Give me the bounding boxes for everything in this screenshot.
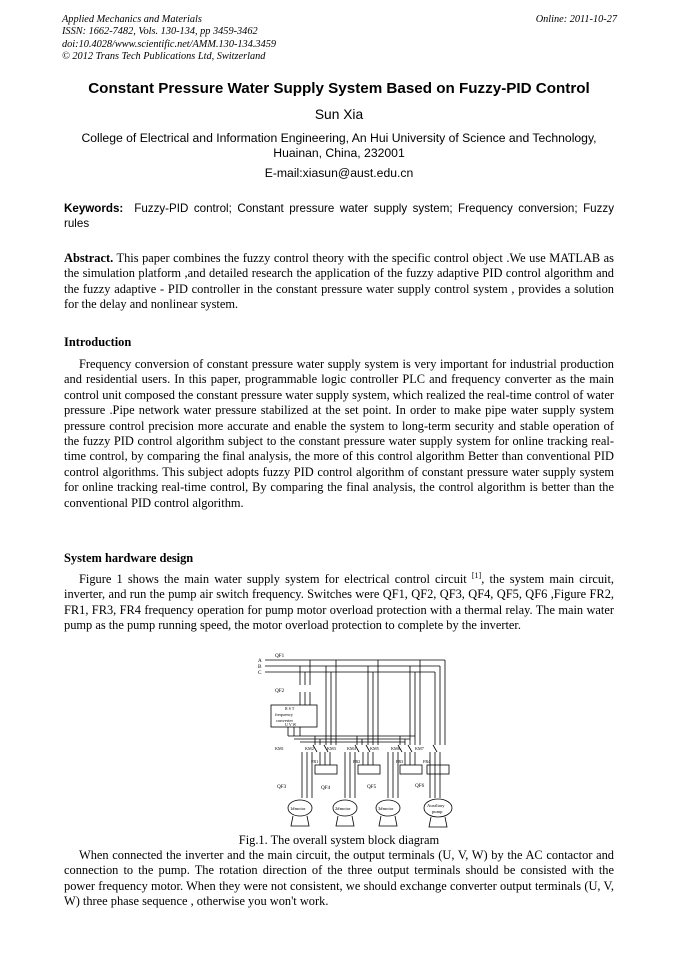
issn-line: ISSN: 1662-7482, Vols. 130-134, pp 3459-3462 (62, 26, 258, 38)
abstract-label: Abstract. (64, 251, 114, 265)
label-inverter-line2: converter (276, 718, 293, 723)
label-fr2: FR2 (353, 759, 361, 764)
label-fr1: FR1 (311, 759, 319, 764)
abstract-text: This paper combines the fuzzy control theory with the specific control object .We use MATLAB as the simulation platform ,and detailed research the application of the fuzzy adaptive PID control algorithm and the fuzzy adaptive - PID controller in the constant pressure water supply control system , provides a solution for the delay and nonlinear system. (64, 251, 615, 312)
label-fr4: FR4 (423, 759, 431, 764)
label-km1: KM1 (275, 746, 284, 751)
label-qf6: QF6 (415, 783, 425, 789)
hardware-paragraph (64, 572, 614, 634)
hardware-text-a: Figure 1 shows the main water supply system for electrical control circuit (79, 572, 472, 586)
abstract (64, 251, 614, 313)
label-motor1: 1#motor (290, 806, 306, 811)
label-qf1: QF1 (275, 653, 285, 659)
label-km6: KM6 (391, 746, 400, 751)
label-qf4: QF4 (321, 785, 331, 791)
keywords (64, 201, 614, 231)
label-qf2: QF2 (275, 688, 285, 694)
label-km7: KM7 (415, 746, 424, 751)
label-fr3: FR3 (396, 759, 404, 764)
author-email[interactable]: E-mail:xiasun@aust.edu.cn (264, 166, 414, 180)
label-motor2: 2#motor (335, 806, 351, 811)
citation-ref[interactable]: [1] (471, 571, 482, 580)
system-circuit-diagram (255, 650, 460, 830)
label-phase-a: A (258, 658, 262, 664)
hardware-heading: System hardware design (64, 551, 194, 565)
label-qf3: QF3 (277, 784, 287, 790)
label-km4: KM4 (347, 746, 356, 751)
label-inverter-output: U V W (285, 722, 297, 727)
label-qf5: QF5 (367, 784, 377, 790)
keywords-text: Fuzzy-PID control; Constant pressure water supply system; Frequency conversion; Fuzzy rules (64, 202, 614, 231)
affiliation: College of Electrical and Information Engineering, An Hui University of Science and Technology, Huainan, China, 232001 (81, 131, 597, 161)
intro-heading: Introduction (64, 335, 132, 349)
label-phase-c: C (258, 670, 262, 676)
label-inverter-input: R S T (285, 706, 295, 711)
label-km3: KM3 (327, 746, 336, 751)
label-km5: KM5 (370, 746, 379, 751)
label-aux-pump-1: Auxiliary (427, 803, 445, 808)
journal-header (62, 14, 617, 64)
hardware-text-b: , the system main circuit, inverter, and run the pump air switch frequency. Switches were QF1, QF2, QF3, QF4, QF5, QF6 ,Figure FR2, FR1, FR3, FR4 frequency operation for pump motor overload protection with a thermal relay. The main water pump as the pump running speed, the motor overload protection to complete by the inverter. (64, 572, 614, 633)
label-inverter-line1: frequency (275, 712, 293, 717)
label-km2: KM2 (305, 746, 314, 751)
keywords-label: Keywords: (64, 202, 124, 215)
paper-title: Constant Pressure Water Supply System Based on Fuzzy-PID Control (88, 80, 590, 97)
intro-paragraph: Frequency conversion of constant pressure water supply system is very important for industrial production and residential users. In this paper, programmable logic controller PLC and frequency converter as the main control unit composed the constant pressure water supply system, which realized the real-time control of water pressure .Pipe network water pressure stabilized at the set point. In order to make pipe water supply system pressure control precision more accurate and enable the system to long-term security and stable operation of the fuzzy PID control algorithm subject to the constant pressure water supply system for online tracking real-time control, by comparing the final analysis, the more of this control algorithm Better than conventional PID control algorithms. This subject adopts fuzzy PID control algorithm of constant pressure water supply system for online tracking real-time control, By comparing the final analysis, the control algorithm is better than the conventional PID control algorithm. (64, 357, 614, 510)
copyright-line: © 2012 Trans Tech Publications Ltd, Switzerland (62, 51, 266, 63)
figure-caption: Fig.1. The overall system block diagram (238, 833, 440, 847)
online-date: Online: 2011-10-27 (535, 14, 617, 25)
doi-line[interactable]: doi:10.4028/www.scientific.net/AMM.130-134.3459 (62, 38, 277, 50)
journal-name: Applied Mechanics and Materials (62, 14, 202, 25)
label-phase-b: B (258, 664, 262, 670)
author-name: Sun Xia (314, 107, 364, 122)
label-motor3: 3#motor (378, 806, 394, 811)
after-figure-paragraph: When connected the inverter and the main circuit, the output terminals (U, V, W) by the AC contactor and connection to the pump. The rotation direction of the three output terminals should be consisted with the power frequency motor. When they were not consistent, we should exchange converter output terminals (U, V, W) three phase sequence , otherwise you won't work. (64, 848, 614, 909)
label-aux-pump-2: pump (432, 809, 443, 814)
